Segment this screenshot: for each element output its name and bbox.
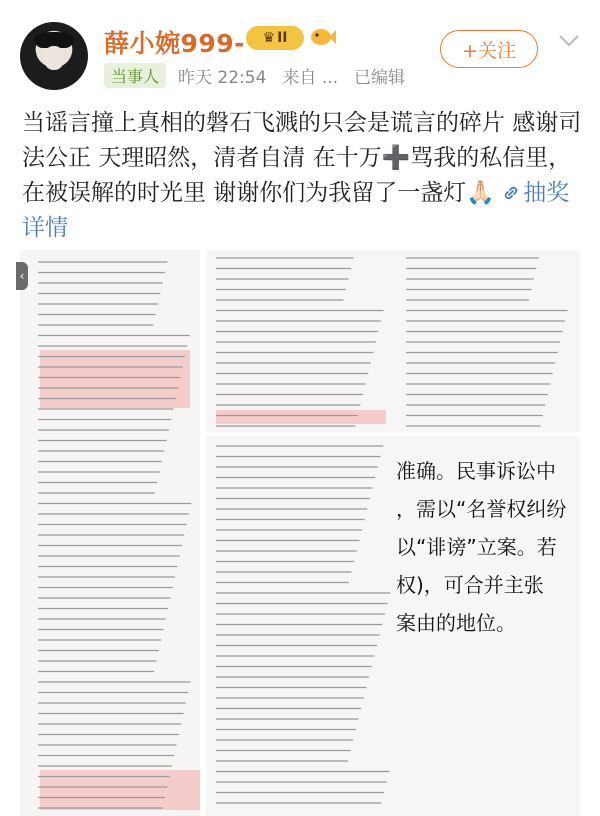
- post-meta: [104, 62, 405, 88]
- post-source: 来自 ...: [282, 67, 339, 88]
- highlight-mark: [216, 410, 386, 424]
- vip-crown-badge[interactable]: [246, 26, 304, 50]
- chevron-down-icon[interactable]: [558, 34, 580, 48]
- edited-label[interactable]: 已编辑: [354, 67, 406, 88]
- left-arrow-icon[interactable]: ‹: [16, 262, 28, 290]
- follow-button[interactable]: +关注: [440, 30, 538, 68]
- post-text: 当谣言撞上真相的磐石飞溅的只会是谎言的碎片 感谢司法公正 天理昭然，清者自清 在十万➕骂我的私信里，在被误解的时光里 谢谢你们为我留了一盏灯🙏🏻: [22, 110, 582, 206]
- lottery-label: 抽奖详情: [22, 180, 570, 241]
- post-header: [0, 0, 600, 100]
- user-avatar[interactable]: [20, 22, 88, 90]
- overlay-line: 以“诽谤”立案。若: [396, 535, 557, 559]
- overlay-line: ，需以“名誉权纠纷: [396, 497, 567, 521]
- fish-badge-icon[interactable]: [310, 26, 336, 48]
- overlay-line: 权)，可合并主张: [396, 573, 544, 597]
- username[interactable]: 薛小婉999-: [104, 29, 246, 58]
- document-text-lines: [206, 250, 580, 432]
- link-icon: [502, 184, 520, 202]
- legal-note-overlay: [396, 452, 580, 642]
- overlay-line: 案由的地位。: [396, 611, 516, 635]
- crown-icon: ♛: [262, 30, 276, 46]
- badge-level: II: [277, 30, 288, 46]
- post-body: [22, 106, 582, 246]
- post-time: 昨天 22:54: [178, 67, 267, 88]
- document-text-lines: [20, 250, 200, 816]
- overlay-line: 准确。民事诉讼中: [396, 459, 556, 483]
- judgment-document-image-1[interactable]: [20, 250, 200, 816]
- party-tag: 当事人: [104, 63, 166, 88]
- judgment-document-image-2[interactable]: [206, 250, 580, 432]
- avatar-face: [44, 46, 64, 70]
